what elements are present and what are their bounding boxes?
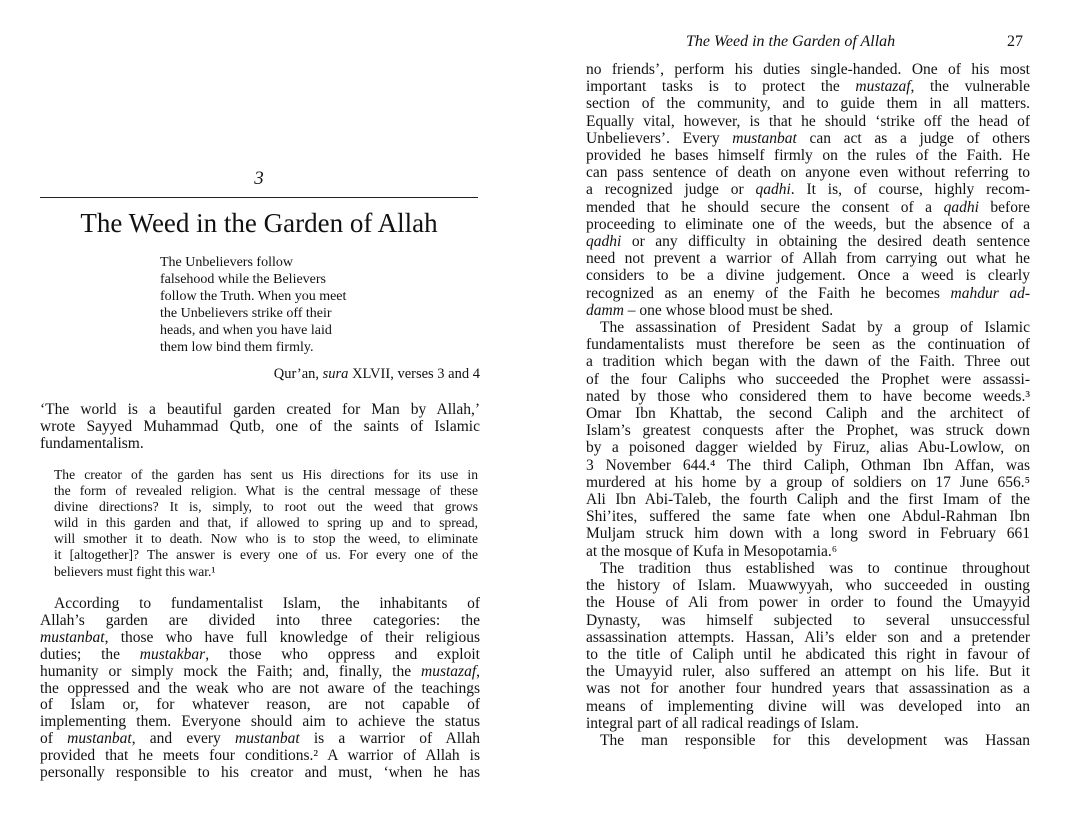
text-line: Ali Ibn Abi-Taleb, the fourth Caliph and the first Imam of the	[586, 491, 1030, 509]
text-line: According to fundamentalist Islam, the inhabitants of	[54, 596, 480, 612]
quote-line: will smother it to death. Now who is to stop the weed, to eliminate	[54, 531, 478, 547]
text-line: a tradition which began with the dawn of the Faith. Three out	[586, 353, 1030, 371]
text-line: section of the community, and to guide them in all matters.	[586, 95, 1030, 113]
text-line: by a poisoned dagger wielded by Firuz, alias Abu-Lowlow, on	[586, 439, 1030, 457]
chapter-number: 3	[254, 168, 264, 189]
quote-line: it [altogether]? The answer is every one of us. For every one of the	[54, 547, 478, 563]
epigraph	[160, 254, 390, 356]
text-line: a recognized judge or qadhi. It is, of course, highly recom-	[586, 181, 1030, 199]
text-line: Dynasty, was himself subjected to several unsuccessful	[586, 611, 1030, 629]
citation-suffix: XLVII, verses 3 and 4	[348, 366, 480, 382]
text-line: wrote Sayyed Muhammad Qutb, one of the saints of Islamic	[40, 418, 480, 435]
text-line: need not prevent a warrior of Allah from carrying out what he	[586, 250, 1030, 268]
text-line: of the four Caliphs who succeeded the Prophet were assassi-	[586, 370, 1030, 388]
text-line: Omar Ibn Khattab, the second Caliph and the architect of	[586, 405, 1030, 423]
text-line: provided that he meets four conditions.² A warrior of Allah is	[40, 748, 480, 765]
epigraph-line: heads, and when you have laid	[160, 323, 332, 338]
text-line: duties; the mustakbar, those who oppress and exploit	[40, 646, 480, 663]
text-line: was not for another four hundred years that assassination as a	[586, 680, 1030, 698]
epigraph-line: The Unbelievers follow	[160, 255, 293, 270]
epigraph-line: the Unbelievers strike off their	[160, 306, 332, 321]
text-line: proceeding to eliminate one of the weeds, but the absence of a	[586, 215, 1030, 233]
text-line: The man responsible for this development was Hassan	[600, 731, 1030, 749]
right-page	[546, 0, 1092, 829]
text-line: can pass sentence of death on anyone even without referring to	[586, 164, 1030, 182]
text-line: of Islam or, for whatever reason, are not capable of	[40, 697, 480, 714]
text-line: of mustanbat, and every mustanbat is a warrior of Allah	[40, 731, 480, 748]
text-line: important tasks is to protect the mustazaf, the vulnerable	[586, 78, 1030, 96]
text-line: means of implementing divine will was developed into an	[586, 697, 1030, 715]
text-line: integral part of all radical readings of Islam.	[586, 714, 859, 732]
text-line: humanity or simply mock the Faith; and, finally, the mustazaf,	[40, 663, 480, 680]
text-line: The assassination of President Sadat by a group of Islamic	[600, 319, 1030, 337]
text-line: damm – one whose blood must be shed.	[586, 301, 834, 319]
quote-line: the form of revealed religion. What is the central message of these	[54, 483, 478, 499]
text-line: Equally vital, however, is that he should ‘strike off the head of	[586, 112, 1030, 130]
text-line: recognized as an enemy of the Faith he becomes mahdur ad-	[586, 284, 1030, 302]
text-line: the history of Islam. Muawwyyah, who succeeded in ousting	[586, 577, 1030, 595]
text-line: Unbelievers’. Every mustanbat can act as a judge of others	[586, 129, 1030, 147]
text-line: mustanbat, those who have full knowledge of their religious	[40, 629, 480, 646]
text-line: murdered at his home by a group of soldiers on 17 June 656.⁵	[586, 473, 1030, 491]
text-line: Islam’s greatest conquests after the Prophet, was struck down	[586, 422, 1030, 440]
quote-line: wild in this garden and that, if allowed to spring up and to spread,	[54, 515, 478, 531]
text-line: at the mosque of Kufa in Mesopotamia.⁶	[586, 542, 838, 560]
text-line: ‘The world is a beautiful garden created for Man by Allah,’	[40, 401, 480, 418]
text-line: personally responsible to his creator and must, ‘when he has	[40, 765, 480, 782]
chapter-rule	[40, 197, 478, 198]
quote-line: The creator of the garden has sent us His directions for its use in	[54, 467, 478, 482]
intro-paragraph	[40, 401, 480, 452]
body-paragraph	[40, 596, 480, 782]
citation-prefix: Qur’an,	[273, 366, 323, 382]
citation-italic: sura	[322, 366, 349, 382]
text-line: fundamentalism.	[40, 435, 144, 452]
text-line: implementing them. Everyone should aim to achieve the status	[40, 714, 480, 731]
text-line: the House of Ali from power in order to found the Umayyid	[586, 594, 1030, 612]
running-head: The Weed in the Garden of Allah	[686, 33, 896, 50]
text-line: no friends’, perform his duties single-handed. One of his most	[586, 61, 1030, 78]
text-line: provided he bases himself firmly on the rules of the Faith. He	[586, 147, 1030, 165]
text-line: The tradition thus established was to continue throughout	[600, 559, 1030, 577]
epigraph-line: follow the Truth. When you meet	[160, 289, 347, 304]
text-line: fundamentalists must therefore be seen as the continuation of	[586, 336, 1030, 354]
epigraph-line: them low bind them firmly.	[160, 340, 314, 355]
text-line: Allah’s garden are divided into three categories: the	[40, 612, 480, 629]
text-line: to the title of Caliph until he abdicated this right in favour of	[586, 645, 1030, 663]
chapter-title: The Weed in the Garden of Allah	[80, 208, 438, 238]
page-number: 27	[1007, 33, 1023, 50]
text-line: the Umayyid ruler, also suffered an attempt on his life. But it	[586, 663, 1030, 681]
text-line: 3 November 644.⁴ The third Caliph, Othman Ibn Affan, was	[586, 456, 1030, 474]
text-line: considers to be a divine judgement. Once a weed is clearly	[586, 267, 1030, 285]
quote-line: divine directions? It is, simply, to root out the weed that grows	[54, 499, 478, 515]
epigraph-line: falsehood while the Believers	[160, 272, 327, 287]
block-quote	[54, 467, 478, 580]
text-line: the oppressed and the weak who are not aware of the teachings	[40, 680, 480, 697]
text-line: Shi’ites, suffered the same fate when one Abdul-Rahman Ibn	[586, 508, 1030, 526]
right-body-text	[586, 61, 1030, 749]
text-line: Muljam struck him down with a long sword in February 661	[586, 525, 1030, 543]
text-line: qadhi or any difficulty in obtaining the desired death sentence	[586, 233, 1030, 251]
text-line: nated by those who considered them to have become weeds.³	[586, 387, 1030, 405]
quote-line: believers must fight this war.¹	[54, 563, 216, 579]
text-line: assassination attempts. Hassan, Ali’s elder son and a pretender	[586, 628, 1030, 646]
text-line: mended that he should secure the consent of a qadhi before	[586, 198, 1030, 216]
epigraph-citation	[160, 365, 480, 383]
